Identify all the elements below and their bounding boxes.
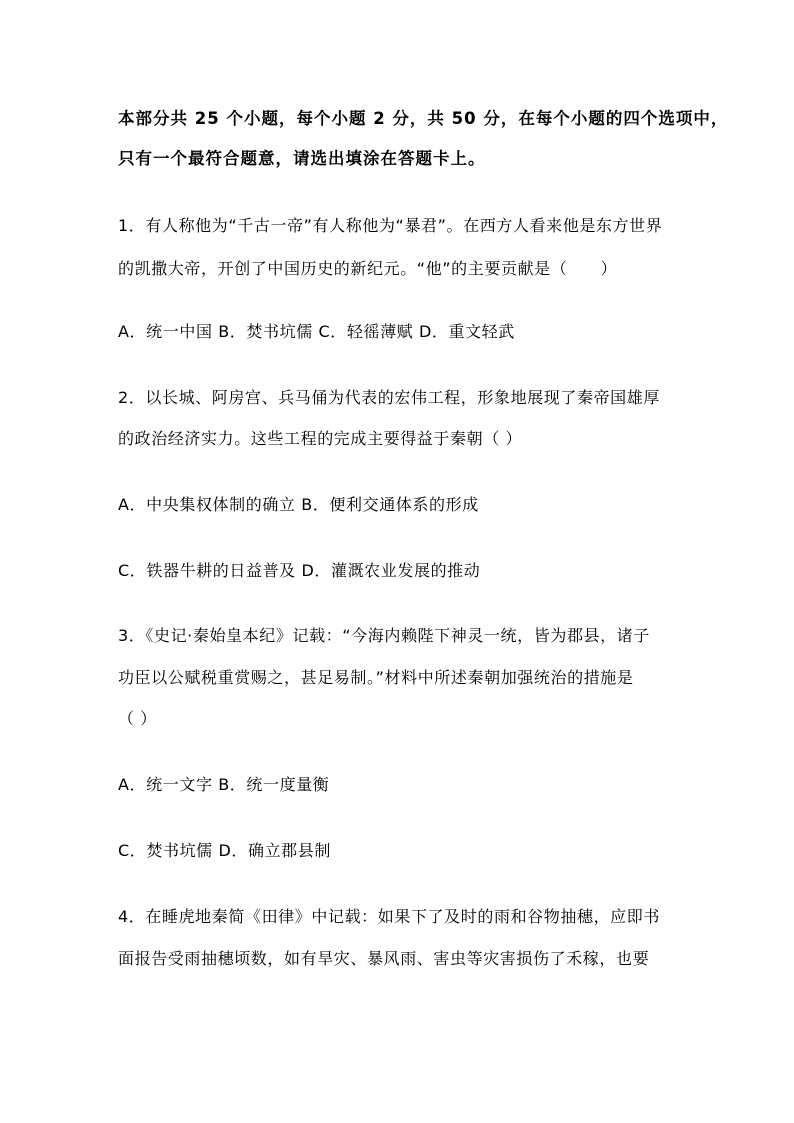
instructions-line-1: 本部分共 25 个小题，每个小题 2 分，共 50 分，在每个小题的四个选项中，: [118, 109, 729, 128]
instructions-line-2: 只有一个最符合题意，请选出填涂在答题卡上。: [118, 149, 486, 168]
question-3-options-line-1: A．统一文字 B．统一度量衡: [118, 775, 330, 794]
question-1-stem-line-2: 的凯撒大帝，开创了中国历史的新纪元。“他”的主要贡献是（ ）: [118, 259, 618, 278]
question-4-stem-line-2: 面报告受雨抽穗顷数，如有旱灾、暴风雨、害虫等灾害损伤了禾稼，也要: [118, 949, 650, 968]
question-2-options-line-1: A．中央集权体制的确立 B．便利交通体系的形成: [118, 495, 479, 514]
question-3-stem-line-1: 3．《史记·秦始皇本纪》记载：“今海内赖陛下神灵一统，皆为郡县，诸子: [118, 626, 650, 645]
question-2-options-line-2: C．铁器牛耕的日益普及 D．灌溉农业发展的推动: [118, 561, 481, 580]
question-3-stem-line-3: （ ）: [118, 709, 157, 728]
question-2-stem-line-2: 的政治经济实力。这些工程的完成主要得益于秦朝（ ）: [118, 429, 523, 448]
question-1-stem-line-1: 1．有人称他为“千古一帝”有人称他为“暴君”。在西方人看来他是东方世界: [118, 216, 663, 235]
question-3-stem-line-2: 功臣以公赋税重赏赐之，甚足易制。”材料中所述秦朝加强统治的措施是: [118, 668, 634, 687]
question-2-stem-line-1: 2．以长城、阿房宫、兵马俑为代表的宏伟工程，形象地展现了秦帝国雄厚: [118, 388, 660, 407]
question-4-stem-line-1: 4．在睡虎地秦简《田律》中记载：如果下了及时的雨和谷物抽穗，应即书: [118, 907, 660, 926]
question-3-options-line-2: C．焚书坑儒 D．确立郡县制: [118, 841, 331, 860]
question-1-options: A．统一中国 B．焚书坑儒 C．轻徭薄赋 D．重文轻武: [118, 322, 515, 341]
